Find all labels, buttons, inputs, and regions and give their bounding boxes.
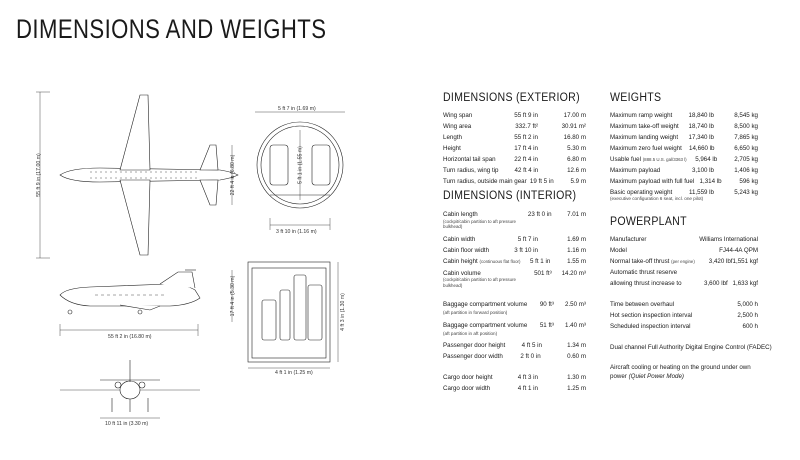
- row-imperial: 22 ft 4 in: [514, 156, 538, 163]
- row-label: Maximum take-off weight: [610, 123, 679, 130]
- cargo-view-drawing: [248, 262, 338, 368]
- row-kg: 8,545 kg: [734, 112, 758, 119]
- weights-heading: WEIGHTS: [610, 92, 662, 104]
- cargo-height-label: 4 ft 3 in (1.30 m): [340, 293, 346, 331]
- row-label: Normal take-off thrust: [610, 258, 670, 265]
- row-metric: 2.50 m³: [565, 301, 586, 308]
- weights-section: [610, 92, 758, 202]
- row-label: Cargo door width: [443, 385, 491, 392]
- thrust-kgf: 1,551 kgf: [732, 258, 758, 265]
- row-label: allowing thrust increase to: [610, 280, 682, 287]
- table-row: [443, 245, 586, 256]
- exterior-heading: DIMENSIONS (EXTERIOR): [443, 92, 580, 104]
- table-row: [443, 165, 586, 176]
- row-lb: 18,840 lb: [688, 112, 714, 119]
- row-imperial: 55 ft 2 in: [514, 134, 538, 141]
- table-row: [610, 299, 758, 310]
- row-imperial: 23 ft 0 in: [527, 211, 552, 218]
- table-row: [443, 267, 586, 293]
- page-title: DIMENSIONS AND WEIGHTS: [16, 14, 327, 44]
- row-imperial: 90 ft³: [539, 301, 554, 308]
- fadec-text: Dual channel Full Authority Digital Engine Control (FADEC): [610, 344, 772, 351]
- row-label: Maximum ramp weight: [610, 112, 673, 119]
- row-label: Automatic thrust reserve: [610, 269, 678, 276]
- atr-kgf: 1,633 kgf: [732, 280, 758, 287]
- table-row: [610, 267, 758, 278]
- row-kg: 7,865 kg: [734, 134, 758, 141]
- row-label: Length: [443, 134, 462, 141]
- side-view-drawing: [60, 270, 232, 336]
- row-metric: 7.01 m: [567, 211, 586, 218]
- row-note: (per engine): [671, 259, 695, 264]
- atr-lbf: 3,600 lbf: [704, 280, 728, 287]
- row-label: Height: [443, 145, 461, 152]
- bow-note: (executive configuration 6 seat, incl. one pilot): [610, 196, 704, 201]
- row-label: Turn radius, wing tip: [443, 167, 499, 174]
- row-metric: 5.30 m: [567, 145, 586, 152]
- top-view-drawing: [36, 92, 238, 258]
- row-label: Maximum landing weight: [610, 134, 679, 141]
- row-metric: 1.69 m: [567, 235, 586, 243]
- row-label: Maximum payload with full fuel: [610, 178, 695, 185]
- row-metric: 0.60 m: [567, 353, 586, 360]
- row-note: (continuous flat floor): [479, 258, 521, 264]
- smi-value: 600 h: [742, 323, 758, 330]
- qpm-italic: (Quiet Power Mode): [628, 373, 684, 380]
- row-imperial: 51 ft³: [539, 322, 554, 329]
- row-label: Wing area: [443, 123, 472, 130]
- table-row: [443, 372, 586, 383]
- table-row: [443, 351, 586, 362]
- row-label: Usable fuel: [610, 156, 641, 163]
- row-label: Horizontal tail span: [443, 156, 496, 163]
- table-row: [610, 176, 758, 187]
- powerplant-section: [610, 216, 772, 381]
- row-lb: 17,340 lb: [688, 134, 714, 141]
- table-row: [443, 256, 586, 267]
- tail-span-label: 22 ft 4 in (6.80 m): [230, 154, 236, 196]
- table-row: [443, 208, 586, 234]
- table-row: [443, 176, 586, 187]
- row-label: Baggage compartment volume: [443, 301, 528, 308]
- row-kg: 8,500 kg: [734, 123, 758, 130]
- row-label: Turn radius, outside main gear: [443, 178, 527, 185]
- row-label: Maximum zero fuel weight: [610, 145, 682, 152]
- row-imperial: 4 ft 3 in: [517, 374, 538, 381]
- row-label: Basic operating weight: [610, 189, 673, 196]
- row-imperial: 3 ft 10 in: [514, 246, 538, 254]
- row-lb: 14,660 lb: [689, 145, 715, 152]
- row-imperial: 19 ft 5 in: [529, 178, 554, 185]
- table-row: [610, 165, 758, 176]
- table-row: [443, 234, 586, 245]
- row-label: Manufacturer: [610, 236, 647, 243]
- row-label: Wing span: [443, 112, 473, 119]
- powerplant-heading: POWERPLANT: [610, 216, 687, 228]
- cabin-height-label: 5 ft 1 in (1.55 m): [297, 146, 304, 184]
- row-label: Baggage compartment volume: [443, 322, 528, 329]
- table-row: [443, 154, 586, 165]
- row-metric: 1.34 m: [567, 342, 586, 349]
- table-row: [443, 319, 586, 340]
- row-lb: 11,559 lb: [689, 189, 714, 196]
- row-label: Cabin width: [443, 235, 476, 243]
- wingspan-label: 55 ft 9 in (17.00 m): [36, 153, 42, 197]
- exterior-dimensions-section: [443, 92, 586, 187]
- row-imperial: 17 ft 4 in: [514, 145, 538, 152]
- row-label: Cabin length: [443, 211, 478, 218]
- row-note: (cockpit/cabin partition to aft pressure bulkhead): [443, 277, 516, 288]
- table-row: [610, 278, 758, 289]
- model-value: FJ44-4A QPM: [719, 247, 758, 254]
- row-imperial: 332.7 ft²: [515, 123, 538, 130]
- table-row: [610, 121, 758, 132]
- row-imperial: 55 ft 9 in: [514, 112, 538, 119]
- row-imperial: 5 ft 7 in: [517, 235, 538, 243]
- table-row: [610, 234, 758, 245]
- table-row: [443, 121, 586, 132]
- table-row: [443, 143, 586, 154]
- row-label: Time between overhaul: [610, 301, 675, 308]
- row-kg: 2,705 kg: [734, 156, 758, 163]
- row-kg: 596 kg: [739, 178, 758, 185]
- row-metric: 14.20 m³: [561, 269, 586, 277]
- front-width-label: 10 ft 11 in (3.30 m): [105, 421, 149, 427]
- table-row: [443, 340, 586, 351]
- row-metric: 30.91 m²: [561, 123, 586, 130]
- row-note: (aft partition in aft position): [443, 330, 498, 336]
- table-row: [610, 110, 758, 121]
- row-imperial: 2 ft 0 in: [520, 353, 541, 360]
- thrust-lbf: 3,420 lbf: [708, 258, 733, 265]
- cabin-floor-width-label: 3 ft 10 in (1.16 m): [276, 229, 317, 235]
- row-metric: 1.30 m: [567, 374, 586, 381]
- row-label: Passenger door width: [443, 353, 503, 360]
- side-height-label: 17 ft 4 in (5.30 m): [230, 275, 236, 317]
- row-metric: 1.25 m: [567, 385, 586, 392]
- row-metric: 6.80 m: [567, 156, 586, 163]
- row-imperial: 4 ft 1 in: [517, 385, 538, 392]
- tbo-value: 5,000 h: [737, 301, 758, 308]
- table-row: [610, 256, 758, 267]
- row-note: (888.5 U.S. gal/3363 l): [642, 157, 687, 162]
- row-label: Scheduled inspection interval: [610, 323, 691, 330]
- cabin-width-label: 5 ft 7 in (1.69 m): [278, 106, 316, 112]
- interior-heading: DIMENSIONS (INTERIOR): [443, 190, 577, 202]
- table-row: [610, 321, 758, 332]
- row-label: Maximum payload: [610, 167, 661, 174]
- row-label: Cabin height: [443, 257, 478, 265]
- row-label: Hot section inspection interval: [610, 312, 693, 319]
- table-row: [443, 132, 586, 143]
- row-metric: 1.55 m: [567, 257, 586, 265]
- table-row: [610, 132, 758, 143]
- row-metric: 1.16 m: [567, 246, 586, 254]
- row-kg: 5,243 kg: [734, 189, 758, 196]
- row-metric: 17.00 m: [563, 112, 586, 119]
- row-note: (aft partition in forward position): [443, 309, 508, 315]
- qpm-paragraph: [610, 363, 758, 381]
- table-row: [443, 383, 586, 394]
- row-label: Model: [610, 247, 627, 254]
- row-note: (cockpit/cabin partition to aft pressure bulkhead): [443, 218, 516, 229]
- row-lb: 5,964 lb: [695, 156, 718, 163]
- row-imperial: 5 ft 1 in: [529, 257, 551, 265]
- qpm-text: Aircraft cooling or heating on the ground under own power: [610, 364, 751, 380]
- table-row: [610, 310, 758, 321]
- side-length-label: 55 ft 2 in (16.80 m): [108, 334, 152, 340]
- row-metric: 5.9 m: [570, 178, 586, 185]
- front-view-drawing: [60, 360, 200, 418]
- row-lb: 3,100 lb: [691, 167, 714, 174]
- row-label: Passenger door height: [443, 342, 506, 349]
- table-row: [443, 110, 586, 121]
- row-lb: 1,314 lb: [699, 178, 722, 185]
- table-row: [610, 245, 758, 256]
- manufacturer-value: Williams International: [699, 236, 758, 243]
- row-imperial: 4 ft 5 in: [521, 342, 542, 349]
- row-metric: 12.6 m: [567, 167, 586, 174]
- table-row: [610, 143, 758, 154]
- table-row: [443, 298, 586, 319]
- cargo-width-label: 4 ft 1 in (1.25 m): [275, 370, 313, 376]
- hsi-value: 2,500 h: [737, 312, 758, 319]
- row-metric: 16.80 m: [563, 134, 586, 141]
- row-metric: 1.40 m³: [565, 322, 586, 329]
- row-label: Cargo door height: [443, 374, 493, 381]
- row-lb: 18,740 lb: [688, 123, 714, 130]
- row-kg: 1,406 kg: [734, 167, 758, 174]
- row-imperial: 42 ft 4 in: [514, 167, 539, 174]
- row-imperial: 501 ft³: [534, 269, 552, 277]
- row-label: Cabin volume: [443, 269, 481, 277]
- row-kg: 6,650 kg: [734, 145, 758, 152]
- interior-dimensions-section: [443, 190, 586, 394]
- table-row: [610, 154, 758, 165]
- row-label: Cabin floor width: [443, 246, 490, 254]
